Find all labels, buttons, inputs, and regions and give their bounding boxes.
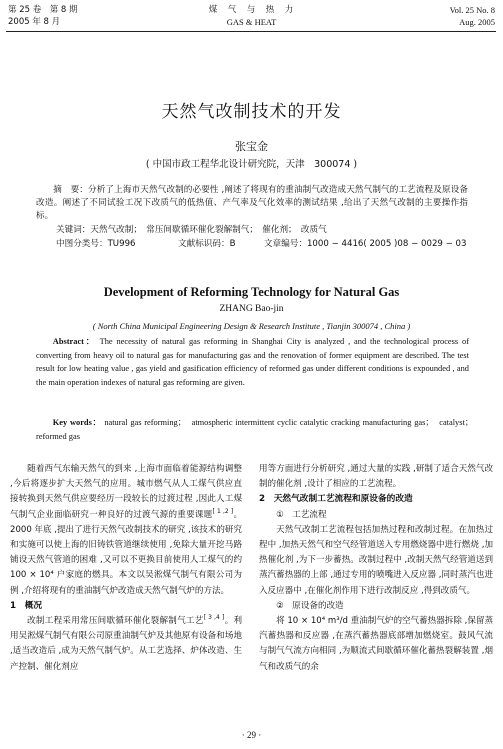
intro-paragraph bbox=[10, 462, 242, 599]
abstract-cn-text: 分析了上海市天然气改制的必要性 ,阐述了将现有的重油制气改造成天然气制气的工艺流程及原设备改造。阐述了不同试验工况下改质气的低热值、产气率及气化效率的测试结果 ,给出了天然气改制的主要操作指标。 bbox=[36, 185, 468, 222]
overview-text-a: 改制工程采用常压间歇循环催化裂解制气工艺 bbox=[27, 616, 204, 627]
page-number: · 29 · bbox=[241, 730, 262, 740]
affiliation-en: ( North China Municipal Engineering Design & Research Institute , Tianjin 300074 , China ) bbox=[92, 321, 411, 331]
continued-paragraph: 用等方面进行分析研究 ,通过大量的实践 ,研制了适合天然气改制的催化剂 ,设计了相应的工艺流程。 bbox=[259, 464, 493, 490]
citation: [ 3 ,4 ] bbox=[203, 614, 225, 622]
keywords-en-text: natural gas reforming； atmospheric intermittent cyclic catalytic cracking manufacturing gas； catalyst； reformed gas bbox=[36, 418, 478, 441]
overview-paragraph bbox=[10, 614, 242, 675]
author-en: ZHANG Bao-jin bbox=[219, 304, 284, 314]
header-volume: 第 25 卷 第 8 期 bbox=[8, 5, 78, 15]
abstract-en-label: Abstract： bbox=[52, 337, 96, 346]
abstract-en bbox=[36, 335, 469, 389]
keywords-cn bbox=[56, 224, 476, 237]
renovation-paragraph: 将 10 × 10⁴ m³/d 重油制气炉的空气蓄热器拆除 ,保留蒸汽蓄热器和反应器 ,在蒸汽蓄热器底部增加燃烧室。鼓风气流与制气气流方向相同 ,为顺流式间歇循环催化蓄热裂解装置 ,烟气和改质气的余 bbox=[259, 616, 493, 672]
page-title-cn: 天然气改制技术的开发 bbox=[161, 102, 342, 122]
intro-text-a: 随着西气东输天然气的到来 ,上海市面临着能源结构调整 ,今后将逐步扩大天然气的应用。城市燃气从人工煤气供应直接转换到天然气供应要经历一段较长的过渡过程 ,因此人工煤气制气企业面临研究一种良好的过渡气源的重要课题 bbox=[10, 464, 242, 520]
affiliation-cn: ( 中国市政工程华北设计研究院，天津 300074 ) bbox=[145, 159, 358, 170]
section-heading-1: 1 概况 bbox=[10, 600, 43, 611]
subsection-heading-2: ② 原设备的改造 bbox=[276, 600, 344, 611]
subsection-heading-1: ① 工艺流程 bbox=[276, 509, 327, 520]
process-paragraph: 天然气改制工艺流程包括加热过程和改制过程。在加热过程中 ,加热天然气和空气经管道送入专用燃烧器中进行燃烧 ,加热催化剂 ,为下一步蓄热。改制过程中 ,改制天然气经管道送到蒸汽蓄热器的上部 ,通过专用的喷嘴进入反应器 ,同时蒸汽也进入反应器中 ,在催化剂作用下进行改制反应 ,得到改质气。 bbox=[259, 524, 493, 596]
abstract-cn-label: 摘 要： bbox=[53, 185, 89, 195]
body-right-column bbox=[259, 462, 493, 675]
citation: [ 1 ,2 ] bbox=[212, 507, 234, 515]
abstract-en-text: The necessity of natural gas reforming in Shanghai City is analyzed , and the technological process of converting from heavy oil to natural gas for manufacturing gas and the renovation of former equipment are described. The test result for low heating value , gas yield and gasification efficiency of reformed gas under different conditions is expounded , and the main operation indexes of natural gas reforming are given. bbox=[36, 337, 469, 387]
header-journal-en: GAS & HEAT bbox=[226, 17, 277, 27]
keywords-en-label: Key words： bbox=[52, 418, 102, 427]
body-left-column bbox=[10, 462, 242, 675]
keywords-en bbox=[36, 416, 478, 443]
clc-number: 中图分类号：TU996 bbox=[56, 239, 136, 249]
overview-text-b: 。利用吴淞煤气制气有限公司原重油制气炉及其他原有设备和场地 ,适当改造后 ,成为天然气制气炉。从工艺选择、炉体改造、生产控制、催化剂应 bbox=[10, 616, 243, 672]
header-volume-en: Vol. 25 No. 8 bbox=[449, 5, 495, 15]
section-heading-2: 2 天然气改制工艺流程和原设备的改造 bbox=[259, 494, 413, 505]
abstract-cn bbox=[36, 184, 468, 224]
intro-text-b: 。2000 年底 ,提出了进行天然气改制技术的研究 ,该技术的研究和实施可以使上海的旧铸铁管道继续使用 ,免除大量开挖马路铺设天然气管道的困难 ,又可以不更换目前使用人工煤气的约 100 × 10⁴ 户家庭的燃具。本文以吴淞煤气制气有限公司为例 ,介绍将现有的重油制气炉改造成天然气制气炉的方法。 bbox=[10, 509, 243, 596]
doc-code: 文献标识码：B bbox=[178, 239, 236, 249]
article-number: 文章编号：1000 − 4416( 2005 )08 − 0029 − 03 bbox=[264, 239, 467, 249]
keywords-cn-label: 关键词： bbox=[56, 225, 91, 235]
header-journal-cn: 煤 气 与 热 力 bbox=[208, 5, 295, 15]
header-date: 2005 年 8 月 bbox=[8, 17, 61, 27]
keywords-cn-text: 天然气改制； 常压间歇循环催化裂解制气； 催化剂； 改质气 bbox=[90, 225, 327, 235]
header-date-en: Aug. 2005 bbox=[459, 17, 495, 27]
author-cn: 张宝金 bbox=[235, 140, 268, 153]
page-title-en: Development of Reforming Technology for Natural Gas bbox=[103, 285, 400, 299]
header-rule bbox=[6, 31, 496, 32]
